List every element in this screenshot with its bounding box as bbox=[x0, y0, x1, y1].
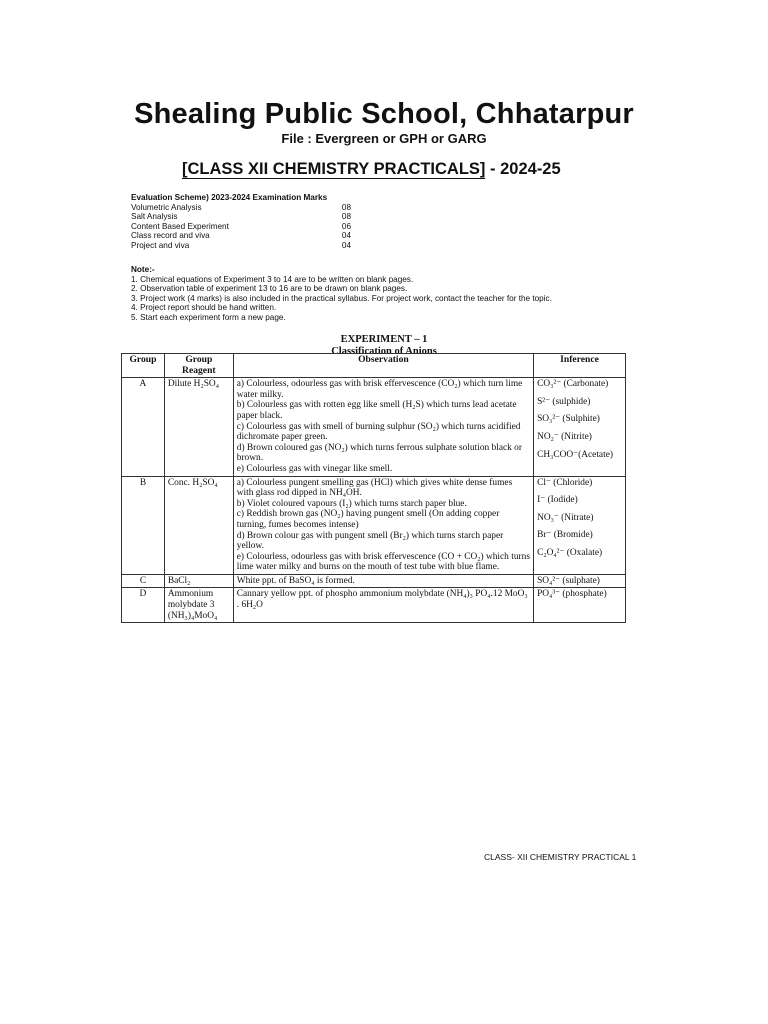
table-row bbox=[122, 378, 626, 476]
note-item: 2. Observation table of experiment 13 to 16 are to be drawn on blank pages. bbox=[131, 284, 408, 294]
header-observation: Observation bbox=[233, 354, 533, 378]
evaluation-marks: 06 bbox=[341, 221, 351, 231]
evaluation-item: Project and viva bbox=[131, 240, 190, 250]
evaluation-item: Content Based Experiment bbox=[131, 221, 229, 231]
anions-table bbox=[121, 353, 626, 623]
inference: SO₃²⁻ (Sulphite) bbox=[537, 414, 600, 425]
reagent-cell: Dilute H₂SO₄ bbox=[164, 378, 233, 476]
experiment-subtitle: Classification of Anions bbox=[331, 346, 437, 357]
observation: a) Colourless, odourless gas with brisk effervescence (CO₂) which turn lime water milky. bbox=[236, 379, 523, 400]
table-row bbox=[122, 476, 626, 574]
reagent-cell: Ammonium molybdate 3 (NH₃)₄MoO₄ bbox=[164, 588, 233, 623]
session-year: - 2024-25 bbox=[490, 160, 561, 178]
page-footer: CLASS- XII CHEMISTRY PRACTICAL 1 bbox=[484, 852, 637, 862]
inference: S²⁻ (sulphide) bbox=[537, 396, 591, 407]
header-group: Group bbox=[122, 354, 165, 378]
evaluation-marks: 04 bbox=[341, 240, 351, 250]
evaluation-marks: 08 bbox=[341, 202, 351, 212]
table-row bbox=[122, 574, 626, 588]
inference: SO₄²⁻ (sulphate) bbox=[537, 575, 600, 586]
class-title-line bbox=[182, 160, 561, 179]
inference-cell bbox=[534, 574, 626, 588]
observation-cell bbox=[233, 378, 533, 476]
observation: d) Brown coloured gas (NO₂) which turns ferrous sulphate solution black or brown. bbox=[236, 442, 522, 464]
evaluation-item: Volumetric Analysis bbox=[131, 202, 202, 212]
evaluation-row bbox=[131, 203, 371, 213]
observation: d) Brown colour gas with pungent smell (Br₂) which turns starch paper yellow. bbox=[236, 530, 504, 552]
evaluation-row bbox=[131, 212, 371, 222]
observation-cell bbox=[233, 574, 533, 588]
note-item: 3. Project work (4 marks) is also included in the practical syllabus. For project work, contact the teacher for the topic. bbox=[131, 293, 552, 303]
note-item: 1. Chemical equations of Experiment 3 to 14 are to be written on blank pages. bbox=[131, 274, 414, 284]
observation: c) Colourless gas with smell of burning sulphur (SO₂) which turns acidified dichromate paper green. bbox=[236, 421, 521, 443]
inference: CH₃COO⁻(Acetate) bbox=[537, 449, 613, 460]
note-item: 4. Project report should be hand written. bbox=[131, 303, 277, 313]
observation: b) Violet coloured vapours (I₂) which turns starch paper blue. bbox=[236, 498, 467, 509]
school-title: Shealing Public School, Chhatarpur bbox=[134, 98, 634, 130]
experiment-title: EXPERIMENT – 1 bbox=[340, 334, 428, 345]
group-cell: B bbox=[122, 476, 165, 574]
inference: Br⁻ (Bromide) bbox=[537, 530, 593, 541]
observation: b) Colourless gas with rotten egg like smell (H₂S) which turns lead acetate paper black. bbox=[236, 400, 517, 421]
inference: NO₂⁻ (Nitrite) bbox=[537, 431, 592, 442]
observation-cell bbox=[233, 588, 533, 623]
file-subtitle: File : Evergreen or GPH or GARG bbox=[281, 131, 487, 146]
inference-cell bbox=[534, 378, 626, 476]
observation: e) Colourless, odourless gas with brisk effervescence (CO + CO₂) which turns lime water milky and burns on the mouth of test tube with blue flame. bbox=[236, 551, 530, 573]
group-cell: D bbox=[122, 588, 165, 623]
group-cell: A bbox=[122, 378, 165, 476]
header-inference: Inference bbox=[534, 354, 626, 378]
evaluation-row bbox=[131, 231, 371, 241]
group-cell: C bbox=[122, 574, 165, 588]
reagent-cell: BaCl₂ bbox=[164, 574, 233, 588]
evaluation-row bbox=[131, 241, 371, 251]
evaluation-marks: 08 bbox=[341, 212, 351, 222]
class-title: [CLASS XII CHEMISTRY PRACTICALS] bbox=[182, 160, 486, 178]
table-row bbox=[122, 588, 626, 623]
inference: PO₄³⁻ (phosphate) bbox=[537, 589, 607, 600]
inference: Cl⁻ (Chloride) bbox=[537, 477, 593, 488]
evaluation-row bbox=[131, 222, 371, 232]
evaluation-scheme bbox=[131, 193, 371, 251]
inference: I⁻ (Iodide) bbox=[537, 495, 578, 506]
observation-cell bbox=[233, 476, 533, 574]
notes-section bbox=[131, 265, 651, 323]
observation: Cannary yellow ppt. of phospho ammonium molybdate (NH₄)₃ PO₄.12 MoO₃ . 6H₂O bbox=[236, 589, 528, 611]
table-header-row bbox=[122, 354, 626, 378]
inference: C₂O₄²⁻ (Oxalate) bbox=[537, 547, 603, 558]
note-item: 5. Start each experiment form a new page. bbox=[131, 312, 286, 322]
inference: NO₃⁻ (Nitrate) bbox=[537, 512, 594, 523]
observation: a) Colourless pungent smelling gas (HCl) which gives white dense fumes with glass rod dipped in NH₄OH. bbox=[236, 477, 513, 499]
reagent-cell: Conc. H₂SO₄ bbox=[164, 476, 233, 574]
observation: White ppt. of BaSO₄ is formed. bbox=[236, 575, 355, 586]
evaluation-item: Class record and viva bbox=[131, 231, 210, 241]
header-reagent: Group Reagent bbox=[164, 354, 233, 378]
inference-cell bbox=[534, 476, 626, 574]
inference: CO₃²⁻ (Carbonate) bbox=[537, 379, 609, 390]
evaluation-marks: 04 bbox=[341, 231, 351, 241]
inference-cell bbox=[534, 588, 626, 623]
evaluation-item: Salt Analysis bbox=[131, 212, 178, 222]
notes-title: Note:- bbox=[131, 265, 155, 274]
observation: c) Reddish brown gas (NO₂) having pungent smell (On adding copper turning, fumes becomes intense) bbox=[236, 509, 500, 530]
evaluation-title: Evaluation Scheme) 2023-2024 Examination Marks bbox=[131, 193, 328, 202]
observation: e) Colourless gas with vinegar like smell. bbox=[236, 463, 393, 474]
